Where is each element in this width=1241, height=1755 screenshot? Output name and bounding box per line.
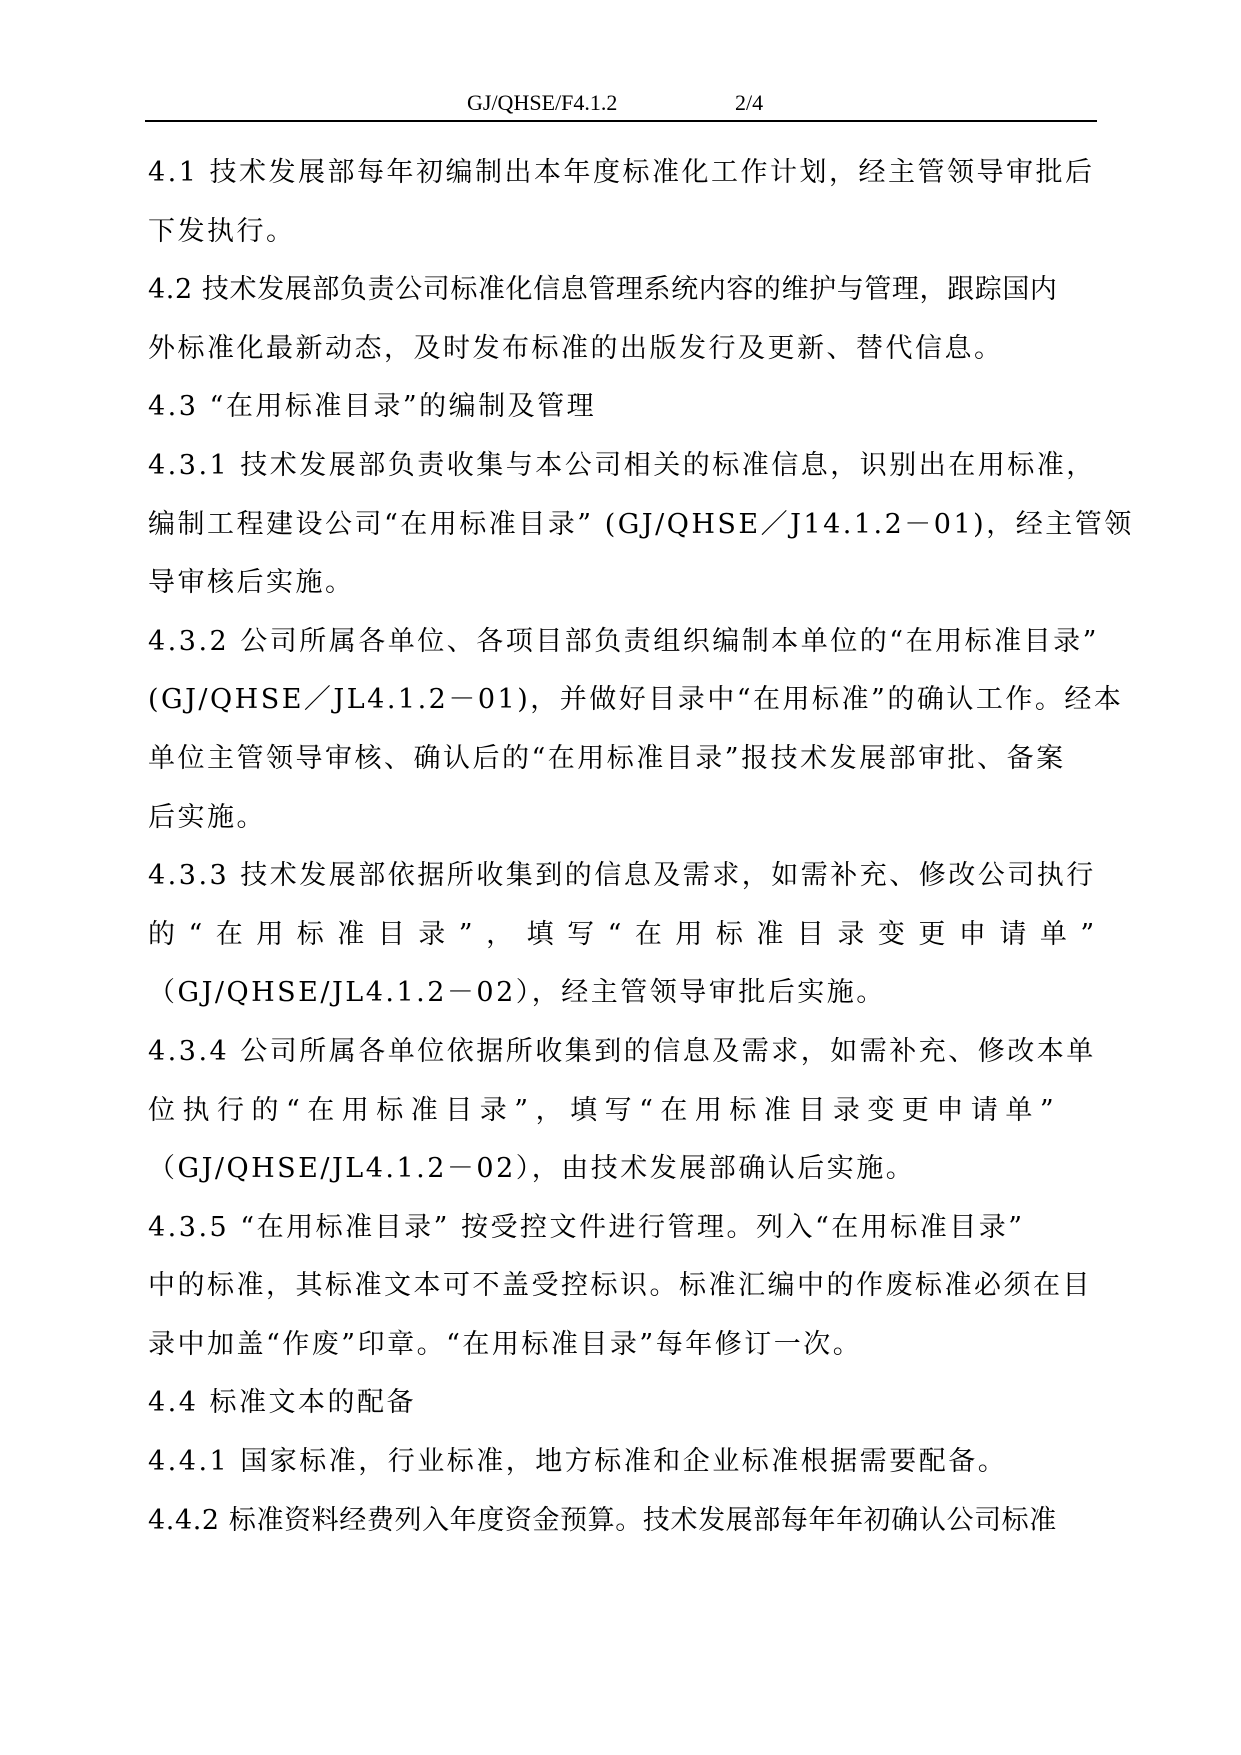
page-header (145, 88, 1097, 122)
document-code: GJ/QHSE/F4.1.2 (467, 90, 618, 115)
text-line: 4.3.4 公司所属各单位依据所收集到的信息及需求，如需补充、修改本单 (148, 1035, 1096, 1067)
text-line: 4.1 技术发展部每年初编制出本年度标准化工作计划，经主管领导审批后 (148, 157, 1095, 188)
text-line: 录中加盖“作废”印章。“在用标准目录”每年修订一次。 (148, 1328, 863, 1360)
text-line: 4.4 标准文本的配备 (148, 1387, 417, 1419)
text-line: 编制工程建设公司“在用标准目录” (GJ/QHSE／J14.1.2－01)，经主管领 (148, 508, 1134, 540)
text-line: 4.3.3 技术发展部依据所收集到的信息及需求，如需补充、修改公司执行 (148, 860, 1096, 892)
page-number: 2/4 (735, 90, 764, 115)
text-line: 4.2 技术发展部负责公司标准化信息管理系统内容的维护与管理，跟踪国内 (148, 274, 1058, 306)
text-line: 4.3.5 “在用标准目录” 按受控文件进行管理。列入“在用标准目录” (148, 1211, 1025, 1243)
body-text (148, 148, 1134, 1554)
text-line: 位执行的“在用标准目录”，填写“在用标准目录变更申请单” (148, 1094, 1062, 1126)
text-line: 中的标准，其标准文本可不盖受控标识。标准汇编中的作废标准必须在目 (148, 1270, 1092, 1302)
text-line: 4.3 “在用标准目录”的编制及管理 (148, 391, 597, 423)
text-line: 外标准化最新动态，及时发布标准的出版发行及更新、替代信息。 (148, 332, 1004, 364)
text-line: 单位主管领导审核、确认后的“在用标准目录”报技术发展部审批、备案 (148, 742, 1066, 774)
text-line: 后实施。 (148, 801, 266, 833)
text-line: 4.3.1 技术发展部负责收集与本公司相关的标准信息，识别出在用标准， (148, 449, 1096, 481)
text-line: （GJ/QHSE/JL4.1.2－02），由技术发展部确认后实施。 (148, 1153, 916, 1185)
text-line: 4.3.2 公司所属各单位、各项目部负责组织编制本单位的“在用标准目录” (148, 625, 1099, 657)
text-line: （GJ/QHSE/JL4.1.2－02），经主管领导审批后实施。 (148, 977, 886, 1009)
text-line: (GJ/QHSE／JL4.1.2－01)，并做好目录中“在用标准”的确认工作。经本 (148, 684, 1124, 716)
text-line: 4.4.2 标准资料经费列入年度资金预算。技术发展部每年年初确认公司标准 (148, 1504, 1057, 1536)
text-line: 的“在用标准目录”，填写“在用标准目录变更申请单” (148, 918, 1108, 950)
text-line: 下发执行。 (148, 215, 296, 247)
text-line: 4.4.1 国家标准，行业标准，地方标准和企业标准根据需要配备。 (148, 1446, 1008, 1478)
text-line: 导审核后实施。 (148, 567, 355, 599)
